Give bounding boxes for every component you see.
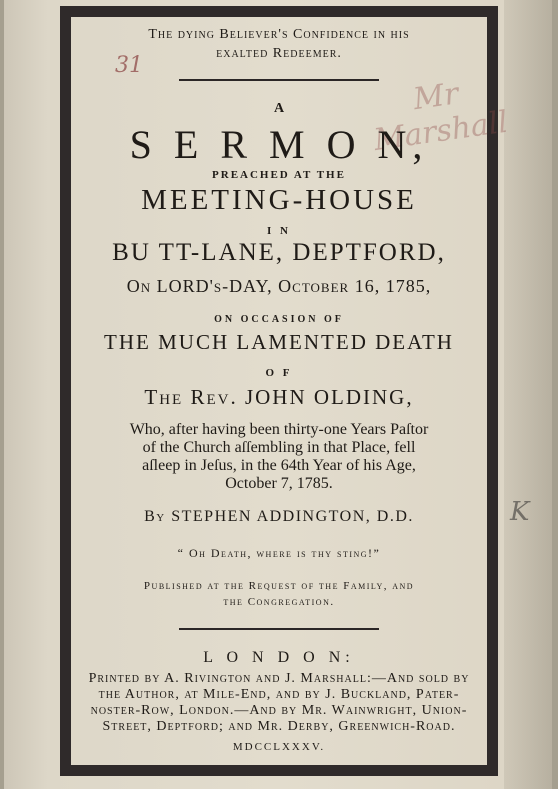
margin-mark: K <box>510 497 530 527</box>
binding-margin <box>504 0 552 789</box>
epigraph-quote: “ Oh Death, where is thy sting!” <box>177 546 381 560</box>
title-of: O F <box>265 367 293 379</box>
bottom-rule <box>179 628 379 630</box>
imprint-city: L O N D O N: <box>203 649 355 666</box>
place-name: BU TT-LANE, DEPTFORD, <box>112 239 446 266</box>
published-line-1: Published at the Request of the Family, and <box>143 580 415 592</box>
handwritten-number: 31 <box>115 53 143 78</box>
half-title-line-2: exalted Redeemer. <box>216 46 342 61</box>
imprint-year: MDCCLXXXV. <box>232 741 326 753</box>
imprint-line-4: Street, Deptford; and Mr. Derby, Greenwich-Road. <box>102 719 456 734</box>
description-line-2: of the Church aſſembling in that Place, fell <box>142 439 416 456</box>
reverend-name: The Rev. JOHN OLDING, <box>144 385 414 409</box>
half-title-line-1: The dying Believer's Confidence in his <box>148 27 410 42</box>
imprint-line-1: Printed by A. Rivington and J. Marshall:—And ſold by <box>88 671 470 686</box>
preached-at: PREACHED AT THE <box>212 169 346 181</box>
top-rule <box>179 79 379 81</box>
on-occasion-of: ON OCCASION OF <box>214 314 344 325</box>
imprint-line-2: the Author, at Mile-End, and by J. Buckland, Pater- <box>98 687 460 702</box>
title-in: I N <box>267 225 291 237</box>
title-content <box>71 17 510 765</box>
title-sermon: S E R M O N, <box>129 122 429 167</box>
lamented-death: THE MUCH LAMENTED DEATH <box>104 330 454 354</box>
description-line-3: aſleep in Jeſus, in the 64th Year of his Age, <box>142 457 416 474</box>
handwritten-signature: Mr Marshall <box>371 76 510 159</box>
title-a: A <box>273 101 285 116</box>
sermon-date: On LORD's-DAY, October 16, 1785, <box>126 276 432 296</box>
description-line-4: October 7, 1785. <box>225 475 333 492</box>
published-line-2: the Congregation. <box>223 596 335 608</box>
description-line-1: Who, after having been thirty-one Years Paſtor <box>129 421 429 438</box>
author-line: By STEPHEN ADDINGTON, D.D. <box>144 508 414 525</box>
meeting-house: MEETING-HOUSE <box>141 184 417 216</box>
imprint-line-3: noſter-Row, London.—And by Mr. Wainwright, Union- <box>90 703 468 718</box>
